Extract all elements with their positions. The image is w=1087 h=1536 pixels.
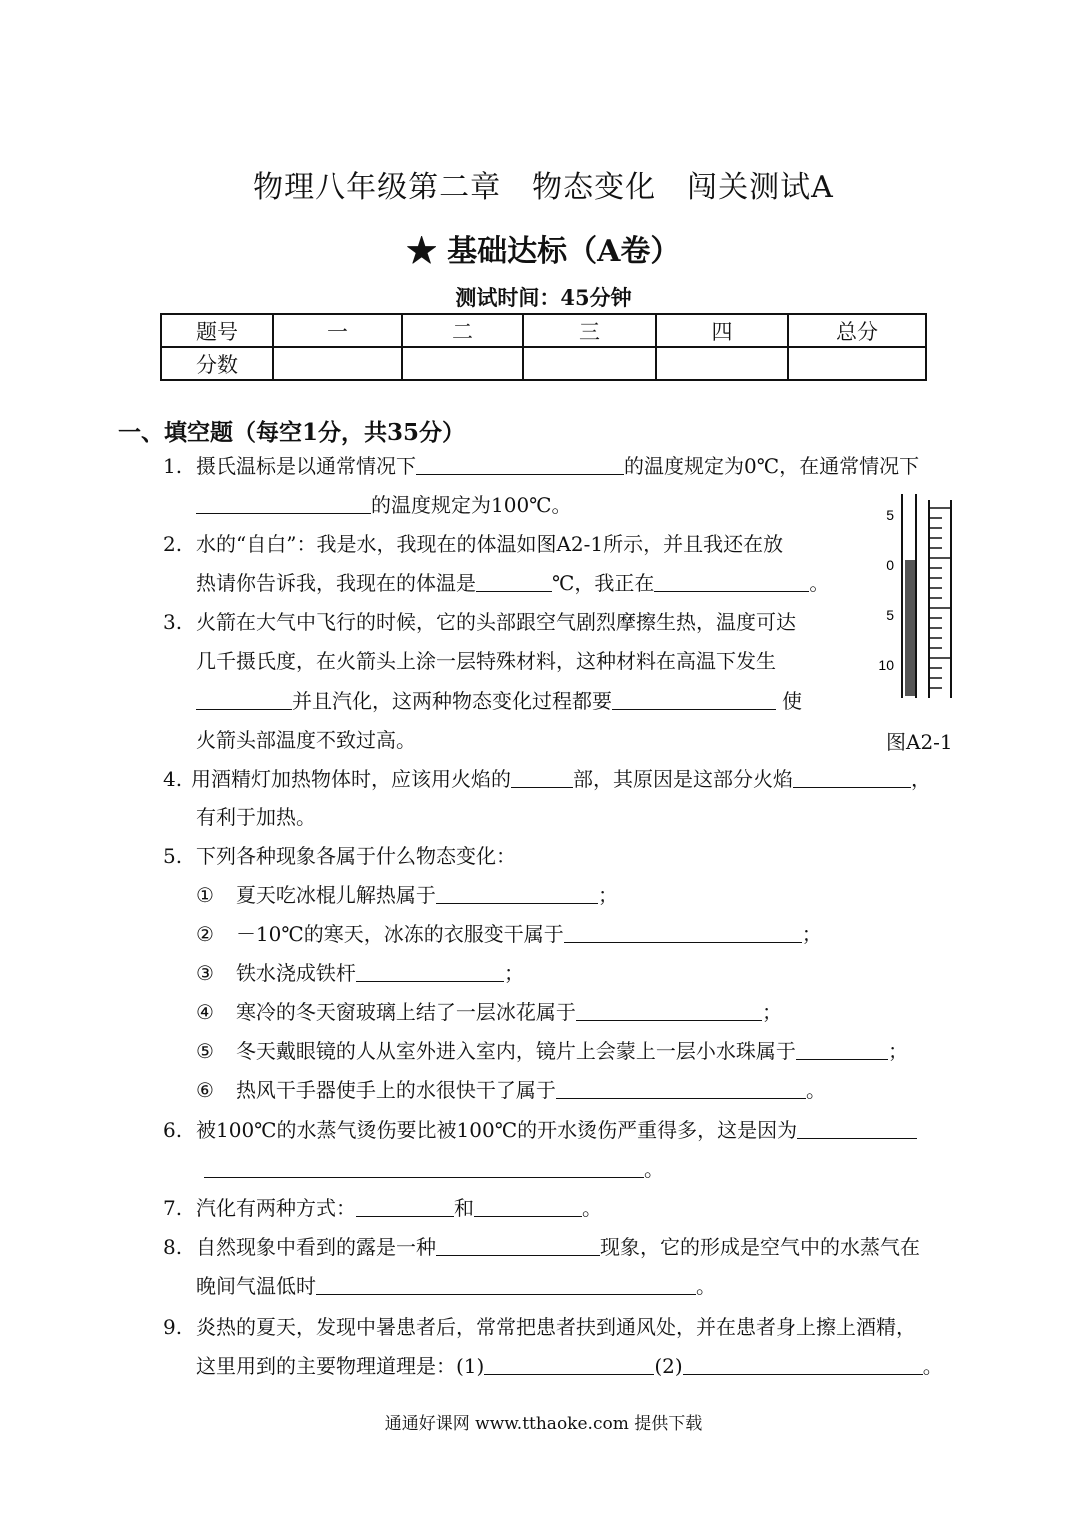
scale-label: 0 [886, 557, 894, 573]
answer-blank[interactable] [793, 765, 911, 788]
answer-blank[interactable] [356, 1194, 454, 1217]
answer-blank[interactable] [484, 1352, 654, 1375]
table-row [161, 347, 926, 380]
liquid-column [905, 560, 915, 696]
question-6-line-2: 。 [204, 1155, 664, 1183]
question-3-line-3: 并且汽化，这两种物态变化过程都要 使 [196, 687, 802, 715]
question-number: 3. [163, 610, 183, 634]
question-number: 9. [163, 1315, 183, 1339]
score-cell[interactable] [656, 347, 788, 380]
answer-blank[interactable] [474, 1194, 582, 1217]
answer-blank[interactable] [612, 687, 776, 710]
question-8-line-1: 自然现象中看到的露是一种 现象，它的形成是空气中的水蒸气在 [196, 1235, 920, 1259]
scale-ticks [929, 508, 951, 688]
table-header-cell: 四 [656, 314, 788, 347]
question-number: 7. [163, 1196, 183, 1220]
score-cell[interactable] [402, 347, 523, 380]
page-title: 物理八年级第二章 物态变化 闯关测试A [253, 170, 834, 205]
table-header-cell: 一 [273, 314, 402, 347]
answer-blank[interactable] [204, 1155, 644, 1178]
question-4-line-2: 有利于加热。 [196, 805, 316, 829]
sub-item: ① 夏天吃冰棍儿解热属于 ； [196, 883, 618, 907]
question-number: 5. [163, 844, 183, 868]
question-3-line-4: 火箭头部温度不致过高。 [196, 728, 416, 752]
question-5-stem: 下列各种现象各属于什么物态变化： [196, 844, 516, 868]
thermometer-figure [872, 490, 962, 702]
question-4-line-1: 用酒精灯加热物体时，应该用火焰的 部，其原因是这部分火焰 ， [191, 767, 931, 791]
answer-blank[interactable] [476, 569, 552, 592]
answer-blank[interactable] [556, 1076, 806, 1099]
question-2-line-1: 水的“自白”：我是水，我现在的体温如图A2-1所示，并且我还在放 [196, 532, 784, 556]
scale-label: 5 [886, 607, 894, 623]
question-number: 1. [163, 454, 183, 478]
question-1-line-2: 的温度规定为100℃。 [196, 491, 572, 519]
answer-blank[interactable] [564, 920, 802, 943]
answer-blank[interactable] [436, 881, 598, 904]
table-header-cell: 题号 [161, 314, 273, 347]
table-header-cell: 二 [402, 314, 523, 347]
answer-blank[interactable] [196, 491, 371, 514]
question-9-line-1: 炎热的夏天，发现中暑患者后，常常把患者扶到通风处，并在患者身上擦上酒精， [196, 1315, 916, 1339]
figure-caption: 图A2-1 [886, 730, 953, 754]
answer-blank[interactable] [196, 687, 292, 710]
answer-blank[interactable] [316, 1272, 696, 1295]
page-subtitle: ★ 基础达标（A卷） [406, 234, 681, 269]
section-heading: 一、填空题（每空1分，共35分） [118, 419, 466, 446]
question-7-line: 汽化有两种方式： 和 。 [196, 1196, 602, 1220]
question-1-line-1: 摄氏温标是以通常情况下 的温度规定为0℃，在通常情况下 [196, 454, 920, 478]
footer-source: 通通好课网 www.tthaoke.com 提供下载 [384, 1414, 703, 1434]
answer-blank[interactable] [436, 1233, 600, 1256]
sub-item: ③ 铁水浇成铁杆 ； [196, 961, 524, 985]
answer-blank[interactable] [683, 1352, 923, 1375]
test-time: 测试时间：45分钟 [455, 285, 632, 310]
question-number: 6. [163, 1118, 183, 1142]
answer-blank[interactable] [576, 998, 762, 1021]
score-cell[interactable] [273, 347, 402, 380]
score-table [160, 313, 927, 381]
answer-blank[interactable] [796, 1037, 888, 1060]
answer-blank[interactable] [356, 959, 504, 982]
answer-blank[interactable] [797, 1116, 917, 1139]
question-2-line-2: 热请你告诉我，我现在的体温是 ℃，我正在 。 [196, 571, 830, 595]
table-header-cell: 三 [523, 314, 656, 347]
question-8-line-2: 晚间气温低时 。 [196, 1274, 716, 1298]
answer-blank[interactable] [511, 765, 573, 788]
question-number: 2. [163, 532, 183, 556]
scale-label: 10 [878, 657, 894, 673]
score-cell[interactable] [523, 347, 656, 380]
answer-blank[interactable] [654, 569, 809, 592]
score-cell[interactable] [788, 347, 926, 380]
question-number: 4. [163, 767, 183, 791]
table-header-cell: 总分 [788, 314, 926, 347]
question-number: 8. [163, 1235, 183, 1259]
answer-blank[interactable] [416, 452, 624, 475]
question-6-line-1: 被100℃的水蒸气烫伤要比被100℃的开水烫伤严重得多，这是因为 [196, 1116, 917, 1144]
scale-label: 5 [886, 507, 894, 523]
sub-item: ② －10℃的寒天，冰冻的衣服变干属于 ； [196, 922, 822, 946]
question-3-line-2: 几千摄氏度，在火箭头上涂一层特殊材料，这种材料在高温下发生 [196, 649, 776, 673]
question-9-line-2: 这里用到的主要物理道理是：(1) (2) 。 [196, 1354, 943, 1378]
sub-item: ④ 寒冷的冬天窗玻璃上结了一层冰花属于 ； [196, 1000, 782, 1024]
sub-item: ⑤ 冬天戴眼镜的人从室外进入室内，镜片上会蒙上一层小水珠属于 ； [196, 1039, 908, 1063]
question-3-line-1: 火箭在大气中飞行的时候，它的头部跟空气剧烈摩擦生热，温度可达 [196, 610, 796, 634]
table-row [161, 314, 926, 347]
sub-item: ⑥ 热风干手器使手上的水很快干了属于 。 [196, 1078, 826, 1102]
table-row-label: 分数 [161, 347, 273, 380]
